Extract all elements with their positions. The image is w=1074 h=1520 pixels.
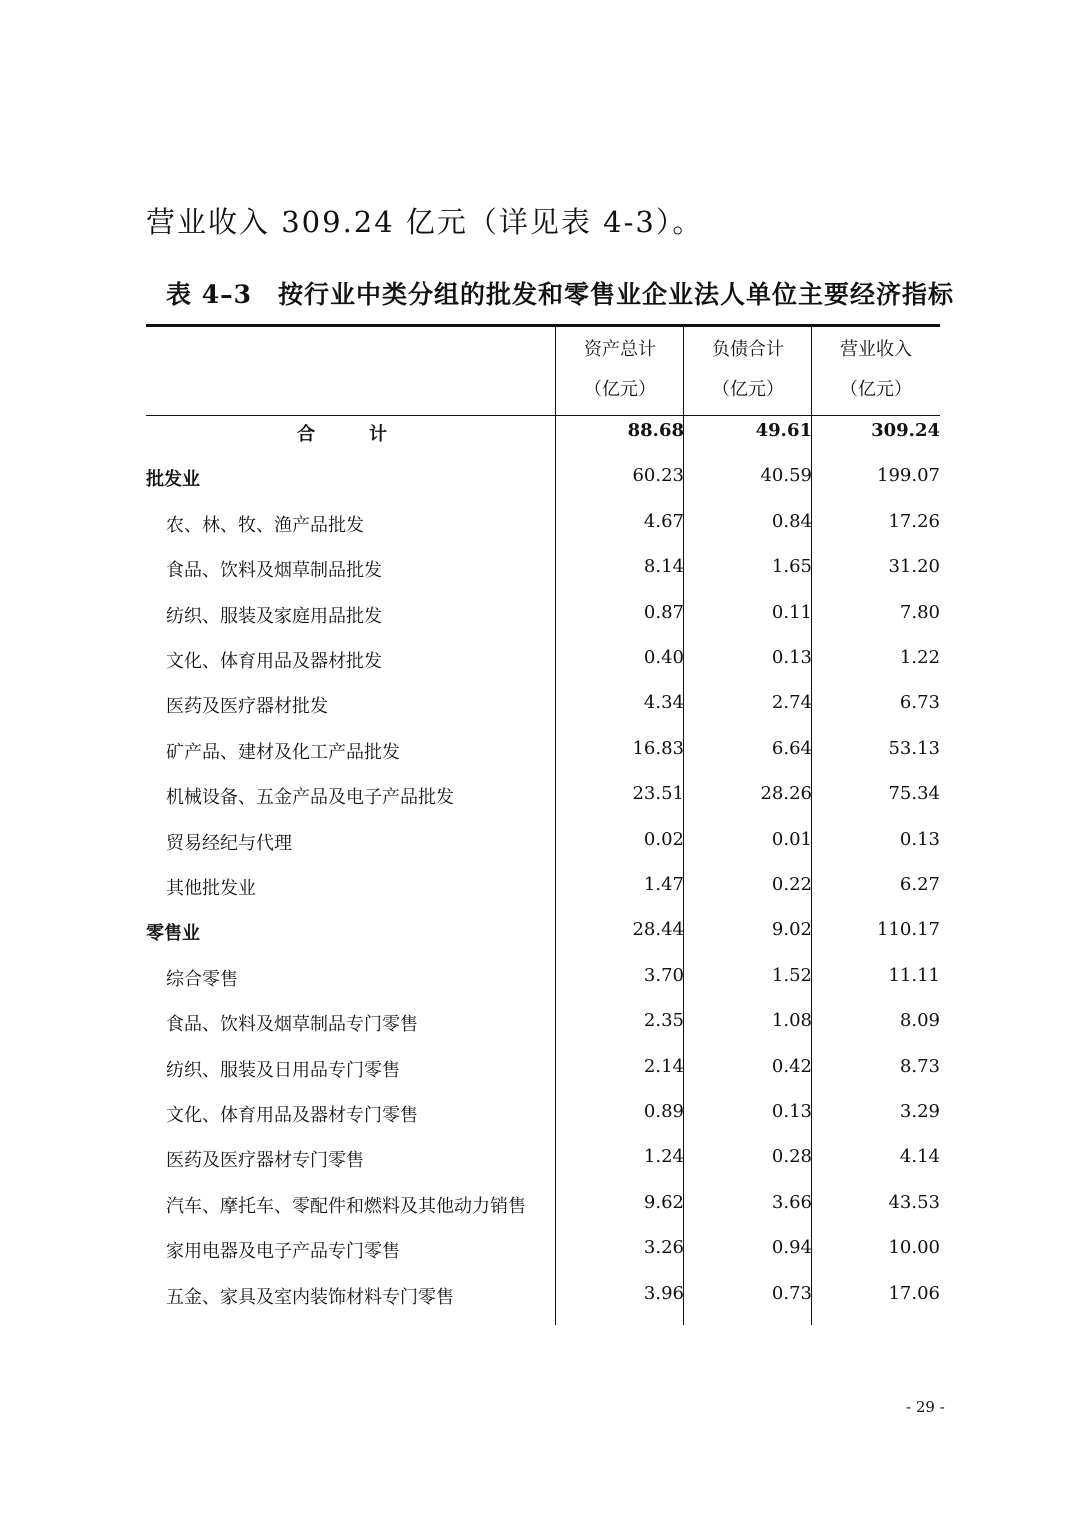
cell-liabilities: 0.13 xyxy=(771,647,812,668)
cell-liabilities: 28.26 xyxy=(760,783,812,805)
cell-liabilities: 0.01 xyxy=(771,828,812,850)
cell-revenue: 6.73 xyxy=(899,692,940,714)
table-row xyxy=(146,819,940,864)
cell-liabilities: 0.42 xyxy=(771,1055,812,1077)
table-row-category xyxy=(146,455,940,500)
table-row xyxy=(146,728,940,773)
table-row xyxy=(146,1182,940,1227)
table-row xyxy=(146,592,940,637)
row-label: 汽车、摩托车、零配件和燃料及其他动力销售 xyxy=(166,1195,526,1217)
table-row xyxy=(146,773,940,818)
cell-assets: 1.24 xyxy=(643,1146,684,1168)
table-row xyxy=(146,682,940,727)
row-label: 纺织、服装及家庭用品批发 xyxy=(166,605,382,627)
table-row xyxy=(146,1136,940,1181)
cell-liabilities: 0.73 xyxy=(771,1282,812,1304)
cell-revenue: 4.14 xyxy=(899,1146,940,1168)
header-liabilities-unit: （亿元） xyxy=(712,379,784,400)
cell-revenue: 3.29 xyxy=(899,1101,940,1122)
cell-revenue: 1.22 xyxy=(899,647,940,668)
cell-assets: 60.23 xyxy=(632,465,684,487)
row-label: 纺织、服装及日用品专门零售 xyxy=(166,1059,400,1081)
row-label: 合 计 xyxy=(297,424,405,445)
cell-assets: 2.14 xyxy=(643,1055,684,1077)
cell-assets: 3.26 xyxy=(643,1237,684,1259)
cell-liabilities: 3.66 xyxy=(771,1191,812,1213)
cell-assets: 0.89 xyxy=(643,1101,684,1122)
row-label: 零售业 xyxy=(146,923,200,945)
row-label: 医药及医疗器材专门零售 xyxy=(166,1150,364,1172)
cell-assets: 8.14 xyxy=(643,556,684,578)
cell-liabilities: 9.02 xyxy=(771,919,812,941)
header-assets-label: 资产总计 xyxy=(584,339,656,360)
row-label: 其他批发业 xyxy=(166,878,256,899)
cell-assets: 23.51 xyxy=(632,783,684,805)
cell-revenue: 31.20 xyxy=(888,556,940,578)
cell-assets: 2.35 xyxy=(643,1010,684,1032)
row-label: 食品、饮料及烟草制品批发 xyxy=(166,560,382,582)
cell-revenue: 53.13 xyxy=(888,737,940,759)
table-row-total xyxy=(146,410,940,455)
cell-revenue: 0.13 xyxy=(899,828,940,850)
table-row xyxy=(146,1273,940,1318)
row-label: 综合零售 xyxy=(166,968,238,990)
row-label: 农、林、牧、渔产品批发 xyxy=(166,514,364,536)
table-row xyxy=(146,864,940,909)
cell-revenue: 110.17 xyxy=(877,919,940,941)
cell-liabilities: 0.13 xyxy=(771,1101,812,1122)
row-label: 文化、体育用品及器材批发 xyxy=(166,651,382,672)
cell-assets: 0.87 xyxy=(643,601,684,623)
row-label: 文化、体育用品及器材专门零售 xyxy=(166,1105,418,1126)
cell-revenue: 8.73 xyxy=(899,1055,940,1077)
row-label: 贸易经纪与代理 xyxy=(166,832,292,854)
cell-liabilities: 40.59 xyxy=(760,465,812,487)
cell-assets: 3.96 xyxy=(643,1282,684,1304)
cell-revenue: 43.53 xyxy=(888,1191,940,1213)
header-assets-unit: （亿元） xyxy=(584,379,656,400)
row-label: 医药及医疗器材批发 xyxy=(166,696,328,718)
row-label: 食品、饮料及烟草制品专门零售 xyxy=(166,1014,418,1036)
cell-revenue: 8.09 xyxy=(899,1010,940,1032)
row-label: 批发业 xyxy=(146,469,200,491)
cell-assets: 88.68 xyxy=(627,420,684,441)
cell-liabilities: 1.65 xyxy=(771,556,812,578)
table-row xyxy=(146,546,940,591)
cell-liabilities: 0.22 xyxy=(771,874,812,895)
cell-revenue: 17.26 xyxy=(888,510,940,532)
intro-paragraph: 营业收入 309.24 亿元（详见表 4-3）。 xyxy=(146,205,704,239)
header-revenue-unit: （亿元） xyxy=(840,379,912,400)
header-revenue xyxy=(812,327,940,415)
cell-liabilities: 0.28 xyxy=(771,1146,812,1168)
table-row xyxy=(146,501,940,546)
cell-assets: 16.83 xyxy=(632,737,684,759)
cell-liabilities: 1.52 xyxy=(771,964,812,986)
cell-revenue: 75.34 xyxy=(888,783,940,805)
row-label: 机械设备、五金产品及电子产品批发 xyxy=(166,787,454,809)
row-label: 家用电器及电子产品专门零售 xyxy=(166,1241,400,1263)
cell-revenue: 199.07 xyxy=(877,465,940,487)
cell-revenue: 6.27 xyxy=(899,874,940,895)
table-row-category xyxy=(146,909,940,954)
cell-assets: 3.70 xyxy=(643,964,684,986)
cell-revenue: 309.24 xyxy=(871,420,940,441)
page-number: - 29 - xyxy=(906,1398,945,1416)
header-revenue-label: 营业收入 xyxy=(840,339,912,360)
row-label: 五金、家具及室内装饰材料专门零售 xyxy=(166,1286,454,1308)
cell-revenue: 7.80 xyxy=(899,601,940,623)
table-row xyxy=(146,1227,940,1272)
table-row xyxy=(146,1046,940,1091)
cell-assets: 4.67 xyxy=(643,510,684,532)
header-assets xyxy=(556,327,684,415)
cell-liabilities: 2.74 xyxy=(771,692,812,714)
cell-revenue: 11.11 xyxy=(888,964,940,986)
cell-assets: 1.47 xyxy=(643,874,684,895)
cell-assets: 4.34 xyxy=(643,692,684,714)
cell-liabilities: 0.11 xyxy=(771,601,812,623)
cell-assets: 28.44 xyxy=(632,919,684,941)
table-row xyxy=(146,637,940,682)
cell-assets: 0.40 xyxy=(643,647,684,668)
table-row xyxy=(146,955,940,1000)
cell-liabilities: 49.61 xyxy=(755,420,812,441)
cell-liabilities: 0.84 xyxy=(771,510,812,532)
cell-assets: 9.62 xyxy=(643,1191,684,1213)
header-liabilities xyxy=(684,327,812,415)
cell-revenue: 10.00 xyxy=(888,1237,940,1259)
cell-liabilities: 0.94 xyxy=(771,1237,812,1259)
cell-liabilities: 6.64 xyxy=(771,737,812,759)
row-label: 矿产品、建材及化工产品批发 xyxy=(166,741,400,763)
cell-assets: 0.02 xyxy=(643,828,684,850)
header-liabilities-label: 负债合计 xyxy=(712,339,784,360)
table-row xyxy=(146,1000,940,1045)
cell-liabilities: 1.08 xyxy=(771,1010,812,1032)
table-title: 表 4–3 按行业中类分组的批发和零售业企业法人单位主要经济指标 xyxy=(166,280,954,309)
table-row xyxy=(146,1091,940,1136)
cell-revenue: 17.06 xyxy=(888,1282,940,1304)
